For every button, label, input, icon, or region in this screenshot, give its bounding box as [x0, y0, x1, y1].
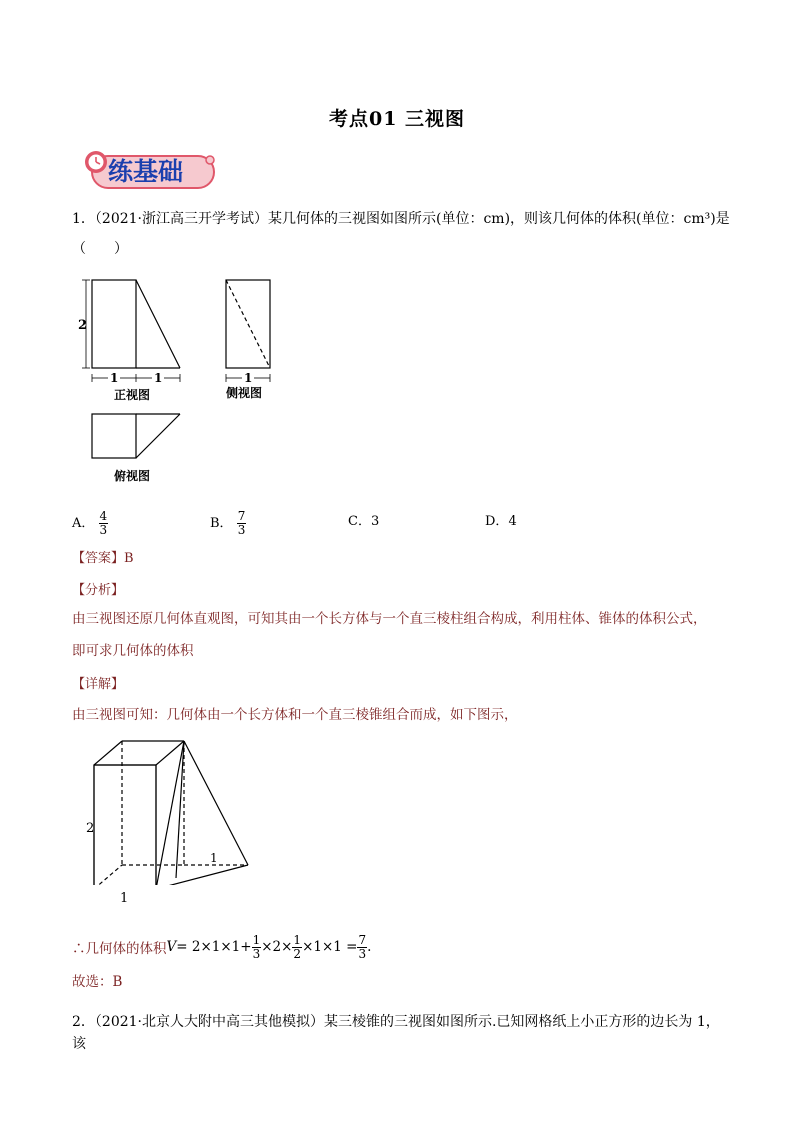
q1-blank: （ ） — [72, 241, 128, 257]
answer-value: B — [124, 551, 134, 566]
choice-b[interactable]: B． $\frac{7}{3}$ — [210, 509, 246, 537]
front-width-label-1: 1 — [110, 371, 119, 385]
front-width-label-2: 1 — [154, 371, 163, 385]
q1-stem: 1．（2021·浙江高三开学考试）某几何体的三视图如图所示(单位：cm)，则该几何体的体积(单位：cm³)是 — [72, 211, 730, 227]
front-view-label: 正视图 — [114, 388, 151, 402]
solid-figure — [80, 735, 280, 885]
choice-c[interactable]: C．3 — [348, 514, 380, 529]
analysis-line-1: 由三视图还原几何体直观图，可知其由一个长方体与一个直三棱柱组合构成，利用柱体、锥体的体积公式， — [72, 611, 707, 627]
analysis-tag: 【分析】 — [72, 583, 125, 598]
front-view — [82, 280, 180, 382]
section-badge — [82, 148, 222, 194]
solid-height-label: 2 — [86, 821, 95, 836]
top-view — [92, 414, 180, 458]
answer-line — [72, 547, 134, 566]
final-answer: 故选：B — [72, 974, 123, 990]
side-view-label: 侧视图 — [226, 386, 263, 400]
front-height-label: 2 — [78, 318, 88, 333]
badge-label: 练基础 — [108, 157, 184, 186]
side-width-label: 1 — [244, 371, 253, 385]
three-view-figure — [70, 272, 300, 492]
detail-line: 由三视图可知：几何体由一个长方体和一个直三棱锥组合而成，如下图示， — [72, 707, 518, 723]
detail-tag: 【详解】 — [72, 677, 125, 692]
choice-d[interactable]: D．4 — [485, 514, 517, 529]
q2-stem: 2．（2021·北京人大附中高三其他模拟）某三棱锥的三视图如图所示.已知网格纸上小正方形的边长为 1，该 — [72, 1014, 720, 1052]
top-view-label: 俯视图 — [114, 469, 151, 483]
answer-tag: 【答案】 — [72, 551, 125, 566]
solid-bottom-label: 1 — [120, 891, 129, 906]
solid-right-label: 1 — [210, 851, 218, 865]
page-title: 考点01 三视图 — [328, 108, 466, 130]
analysis-line-2: 即可求几何体的体积 — [72, 643, 194, 659]
side-view — [226, 280, 270, 382]
choice-a[interactable]: A． $\frac{4}{3}$ — [72, 509, 108, 537]
solid-edges — [94, 741, 248, 885]
volume-formula: ∴几何体的体积 V = 2×1×1+ $\frac{1}{3}$ ×2× $\frac{1}{2}$ ×1×1 = $\frac{7}{3}$ . — [72, 932, 372, 961]
